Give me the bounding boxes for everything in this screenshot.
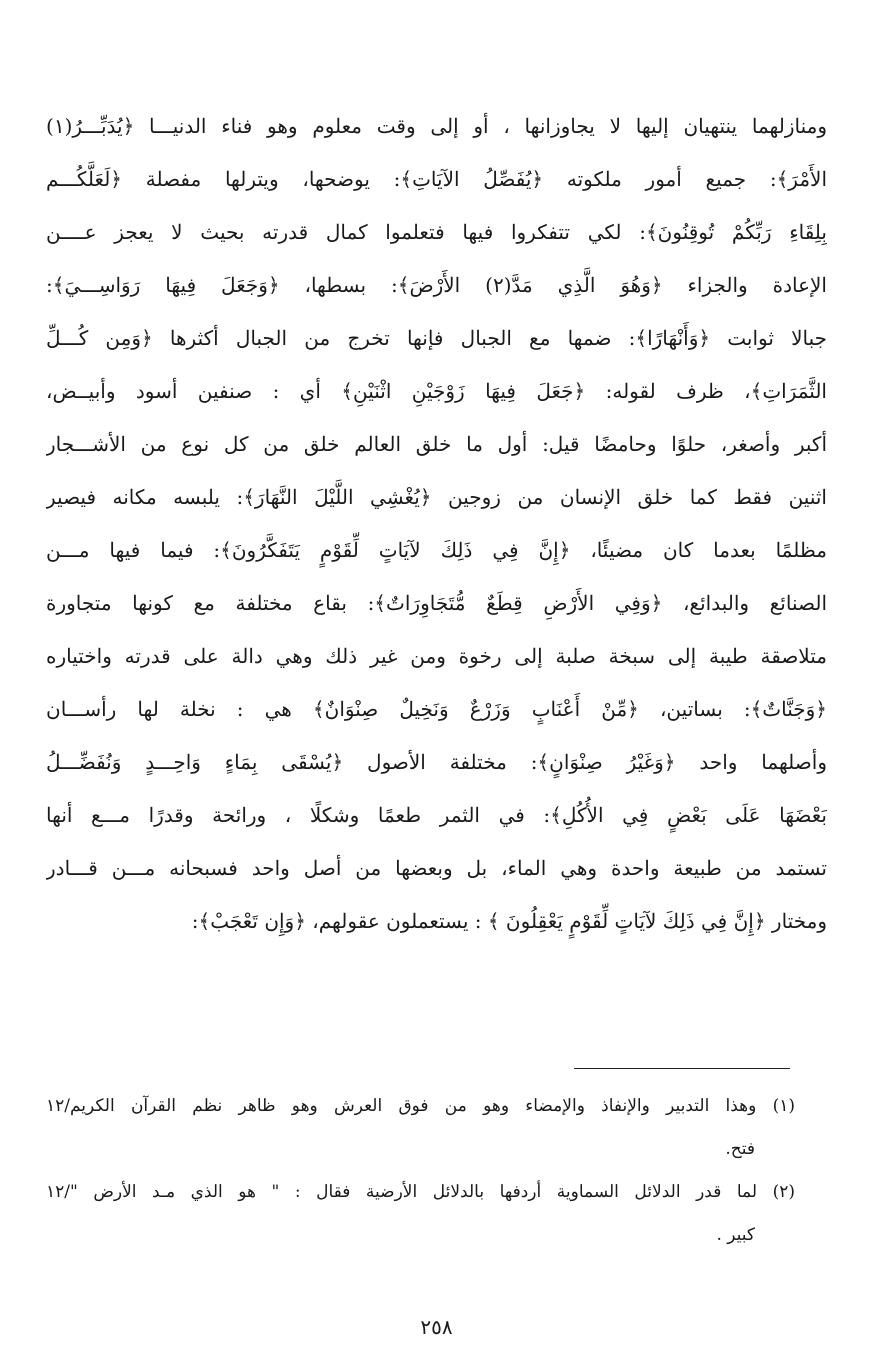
text-line-11: متلاصقة طيبة إلى سبخة صلبة إلى رخوة ومن غير ذلك وهي دالة على قدرته واختياره (46, 644, 827, 668)
footnotes (46, 1086, 795, 1258)
text-line-9: مظلمًا بعدما كان مضيئًا، ﴿إِنَّ فِي ذَلِكَ لآيَاتٍ لِّقَوْمٍ يَتَفَكَّرُونَ﴾: فيما فيها مـــن (46, 538, 827, 562)
text-line-6: الثَّمَرَاتِ﴾، ظرف لقوله: ﴿جَعَلَ فِيهَا زَوْجَيْنِ اثْنَيْنِ﴾ أي : صنفين أسود وأبيــض، (46, 379, 827, 403)
text-line-3: بِلِقَاءِ رَبِّكُمْ تُوقِنُونَ﴾: لكي تتفكروا فيها فتعلموا كمال قدرته بحيث لا يعجز عــــن (46, 220, 827, 244)
text-line-4: الإعادة والجزاء ﴿وَهُوَ الَّذِي مَدَّ(٢) الأَرْضَ﴾: بسطها، ﴿وَجَعَلَ فِيهَا رَوَاسِـــيَ﴾: (46, 273, 827, 297)
text-line-15: تستمد من طبيعة واحدة وهي الماء، بل وبعضها من أصل واحد فسبحانه مـــن قـــادر (46, 856, 827, 880)
text-line-1: ومنازلهما ينتهيان إليها لا يجاوزانها ، أو إلى وقت معلوم وهو فناء الدنيـــا ﴿يُدَبِّـــرُ(١) (46, 114, 827, 138)
footnote-separator (574, 1068, 790, 1069)
tafsir-body-text (46, 100, 827, 948)
footnote-2-continuation: كبير . (716, 1225, 755, 1245)
text-line-14: بَعْضَهَا عَلَى بَعْضٍ فِي الأُكُلِ﴾: في الثمر طعمًا وشكلًا ، ورائحة وقدرًا مـــع أنها (46, 803, 827, 827)
text-line-13: وأصلهما واحد ﴿وَغَيْرُ صِنْوَانٍ﴾: مختلفة الأصول ﴿يُسْقَى بِمَاءٍ وَاحِـــدٍ وَنُفَضِّـــلُ (46, 750, 827, 774)
text-line-2: الأَمْرَ﴾: جميع أمور ملكوته ﴿يُفَصِّلُ الآيَاتِ﴾: يوضحها، ويترلها مفصلة ﴿لَعَلَّكُـــم (46, 167, 827, 191)
text-line-7: أكبر وأصغر، حلوًا وحامضًا قيل: أول ما خلق العالم خلق من كل نوع من الأشـــجار (46, 432, 827, 456)
text-line-10: الصنائع والبدائع، ﴿وَفِي الأَرْضِ قِطَعٌ مُّتَجَاوِرَاتٌ﴾: بقاع مختلفة مع كونها متجاورة (46, 591, 827, 615)
footnote-2: (٢) لما قدر الدلائل السماوية أردفها بالدلائل الأرضية فقال : " هو الذي مـد الأرض "/١٢ (46, 1182, 795, 1202)
text-line-5: جبالا ثوابت ﴿وَأَنْهَارًا﴾: ضمها مع الجبال فإنها تخرج من الجبال أكثرها ﴿وَمِن كُـــلِّ (46, 326, 827, 350)
text-line-8: اثنين فقط كما خلق الإنسان من زوجين ﴿يُغْشِي اللَّيْلَ النَّهَارَ﴾: يلبسه مكانه فيصير (46, 485, 827, 509)
text-line-16: ومختار ﴿إِنَّ فِي ذَلِكَ لآيَاتٍ لِّقَوْمٍ يَعْقِلُونَ ﴾ : يستعملون عقولهم، ﴿وَإِن تَعْجَبْ﴾: (191, 909, 827, 933)
footnote-1-continuation: فتح. (725, 1139, 755, 1159)
page-number: ٢٥٨ (420, 1315, 453, 1339)
footnote-1: (١) وهذا التدبير والإنفاذ والإمضاء وهو من فوق العرش وهو ظاهر نظم القرآن الكريم/١٢ (46, 1096, 795, 1116)
text-line-12: ﴿وَجَنَّاتٌ﴾: بساتين، ﴿مِّنْ أَعْنَابٍ وَزَرْعٌ وَنَخِيلٌ صِنْوَانٌ﴾ هي : نخلة لها رأســـان (46, 697, 827, 721)
